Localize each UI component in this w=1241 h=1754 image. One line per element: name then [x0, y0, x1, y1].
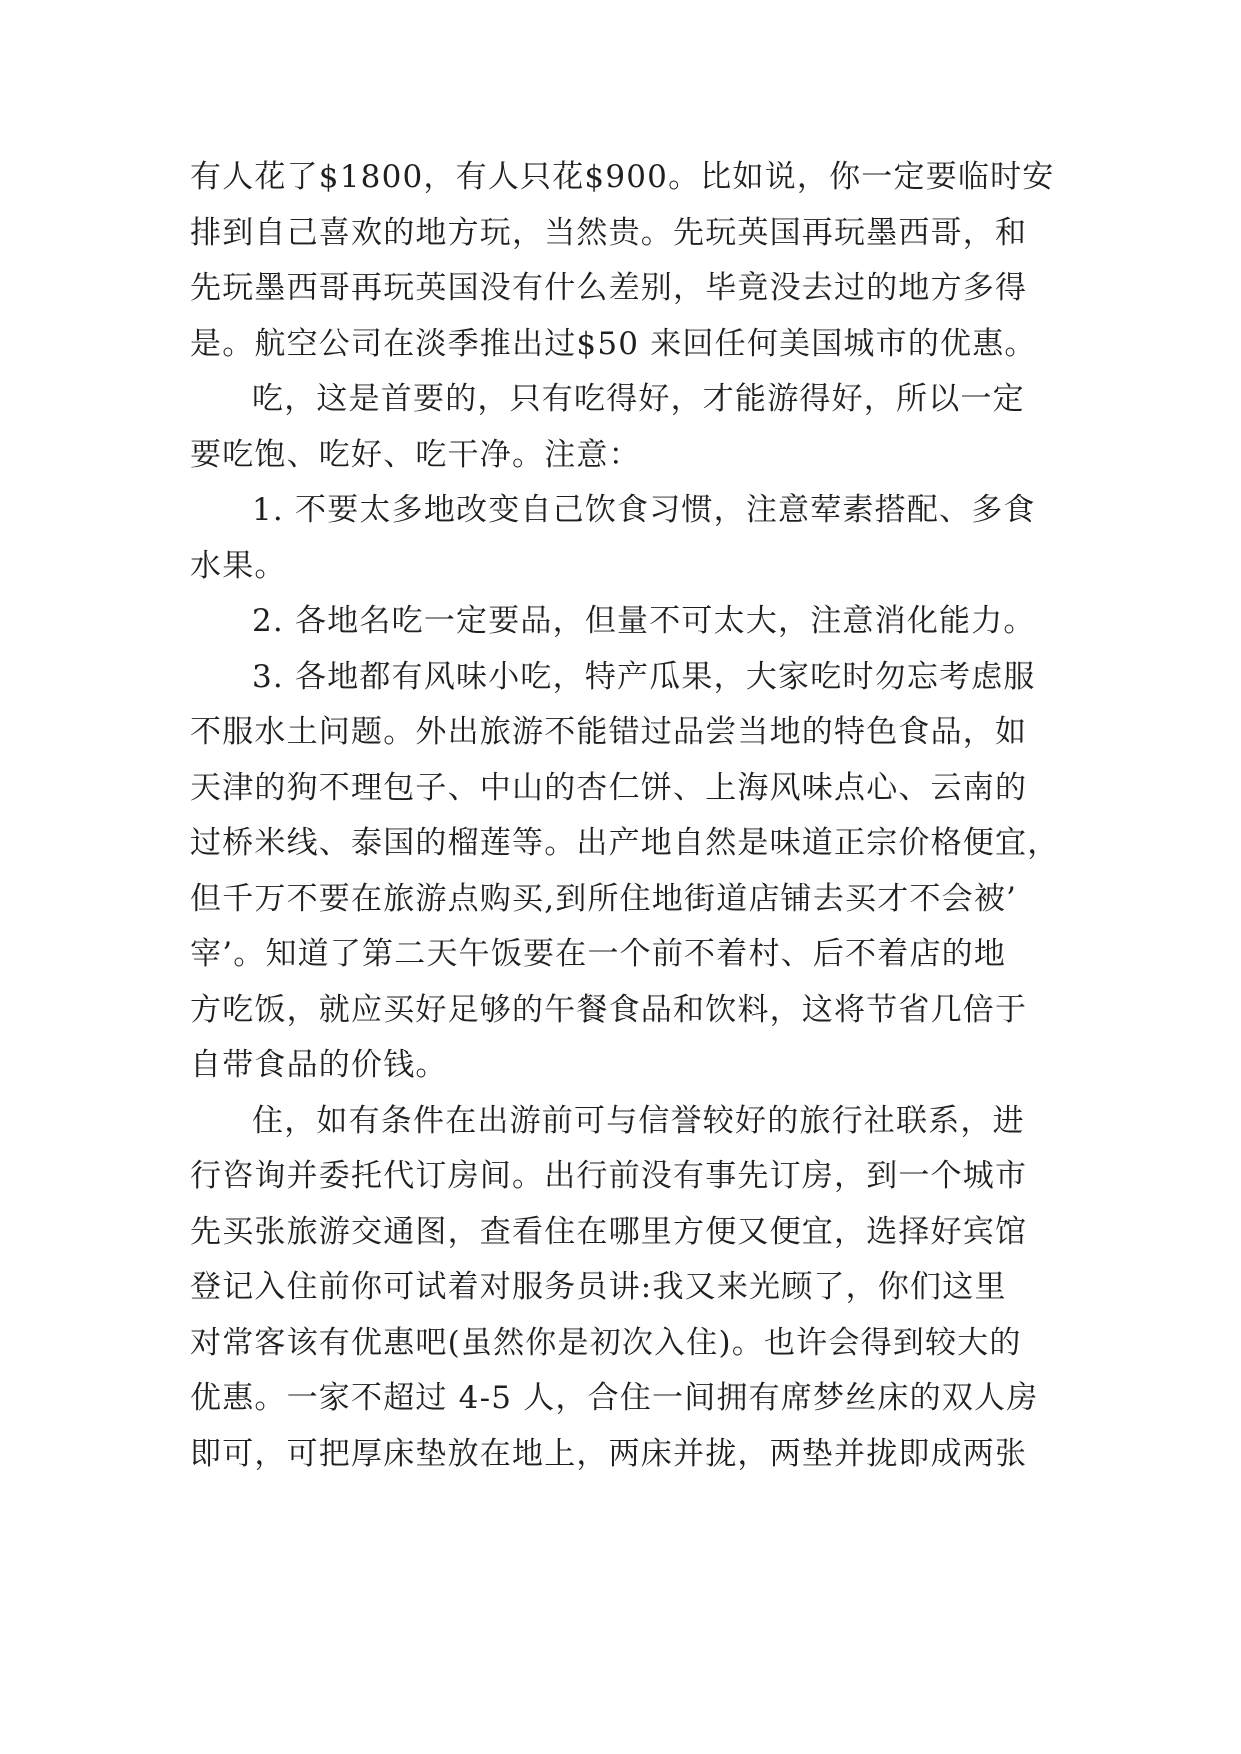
text-line: 先玩墨西哥再玩英国没有什么差别，毕竟没去过的地方多得: [190, 270, 1028, 306]
text-line: 对常客该有优惠吧(虽然你是初次入住)。也许会得到较大的: [190, 1324, 1022, 1361]
text-line: 行咨询并委托代订房间。出行前没有事先订房，到一个城市: [190, 1158, 1028, 1194]
text-line: 是。航空公司在淡季推出过$50 来回任何美国城市的优惠。: [190, 325, 1037, 362]
text-line: 水果。: [190, 547, 287, 584]
text-line: 方吃饭，就应买好足够的午餐食品和饮料，这将节省几倍于: [190, 991, 1028, 1028]
text-line: 优惠。一家不超过 4-5 人，合住一间拥有席梦丝床的双人房: [190, 1380, 1039, 1416]
text-line: 即可，可把厚床垫放在地上，两床并拢，两垫并拢即成两张: [190, 1435, 1028, 1472]
text-line: 宰’。知道了第二天午饭要在一个前不着村、后不着店的地: [190, 936, 1007, 972]
text-line: 登记入住前你可试着对服务员讲:我又来光顾了，你们这里: [190, 1269, 1007, 1305]
text-line: 不服水土问题。外出旅游不能错过品尝当地的特色食品，如: [190, 714, 1028, 750]
text-line: 天津的狗不理包子、中山的杏仁饼、上海风味点心、云南的: [190, 769, 1028, 806]
list-item-line: 1. 不要太多地改变自己饮食习惯，注意荤素搭配、多食: [252, 492, 1036, 528]
text-line: 过桥米线、泰国的榴莲等。出产地自然是味道正宗价格便宜，: [190, 825, 1060, 861]
paragraph-start-line: 吃，这是首要的，只有吃得好，才能游得好，所以一定: [252, 381, 1025, 417]
text-line: 先买张旅游交通图，查看住在哪里方便又便宜，选择好宾馆: [190, 1213, 1028, 1250]
paragraph-start-line: 住，如有条件在出游前可与信誉较好的旅行社联系，进: [252, 1102, 1025, 1139]
document-page: [190, 150, 1070, 1630]
text-line: 要吃饱、吃好、吃干净。注意：: [190, 436, 641, 473]
text-line: 但千万不要在旅游点购买,到所住地街道店铺去买才不会被’: [190, 880, 1018, 917]
text-line: 自带食品的价钱。: [190, 1047, 448, 1083]
text-line: 有人花了$1800，有人只花$900。比如说，你一定要临时安: [190, 159, 1055, 195]
text-line: 排到自己喜欢的地方玩，当然贵。先玩英国再玩墨西哥，和: [190, 214, 1028, 251]
list-item-line: 3. 各地都有风味小吃，特产瓜果，大家吃时勿忘考虑服: [252, 658, 1036, 695]
list-item-line: 2. 各地名吃一定要品，但量不可太大，注意消化能力。: [252, 603, 1036, 639]
